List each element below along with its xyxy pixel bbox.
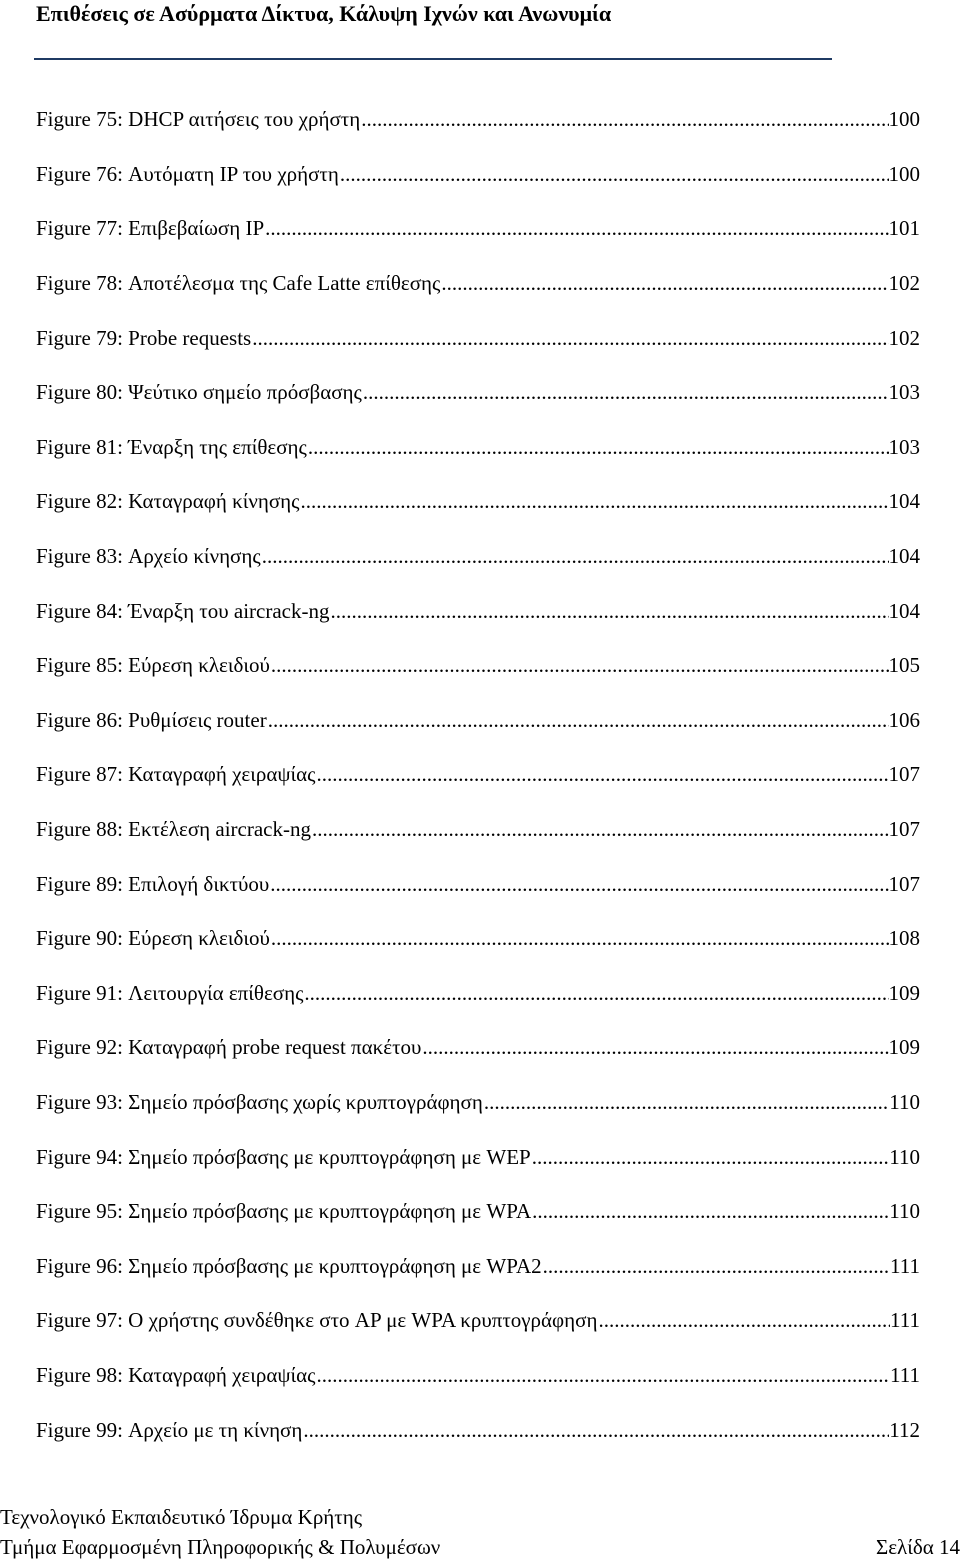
toc-entry-title: Figure 87: Καταγραφή χειραψίας	[36, 762, 316, 787]
toc-entry-title: Figure 78: Αποτέλεσμα της Cafe Latte επίθεσης	[36, 271, 441, 296]
toc-entry-title: Figure 77: Επιβεβαίωση IP	[36, 216, 265, 241]
toc-entry-title: Figure 90: Εύρεση κλειδιού	[36, 926, 270, 951]
toc-dot-leader	[271, 653, 889, 677]
toc-entry-page: 104	[888, 489, 920, 514]
table-of-figures	[36, 92, 920, 1457]
toc-entry[interactable]	[36, 92, 920, 147]
toc-entry[interactable]	[36, 256, 920, 311]
toc-dot-leader	[598, 1308, 890, 1332]
toc-dot-leader	[308, 435, 889, 459]
toc-entry[interactable]	[36, 583, 920, 638]
toc-dot-leader	[543, 1254, 890, 1278]
toc-dot-leader	[265, 216, 888, 240]
toc-dot-leader	[271, 926, 889, 950]
toc-entry-page: 106	[888, 707, 920, 732]
toc-dot-leader	[270, 872, 888, 896]
toc-entry[interactable]	[36, 693, 920, 748]
toc-entry[interactable]	[36, 365, 920, 420]
toc-entry-title: Figure 86: Ρυθμίσεις router	[36, 707, 267, 732]
toc-dot-leader	[331, 599, 889, 623]
toc-entry-title: Figure 81: Έναρξη της επίθεσης	[36, 434, 307, 459]
toc-entry[interactable]	[36, 747, 920, 802]
toc-entry-title: Figure 97: Ο χρήστης συνδέθηκε στο AP με WPA κρυπτογράφηση	[36, 1308, 598, 1333]
toc-dot-leader	[300, 489, 888, 513]
toc-entry[interactable]	[36, 966, 920, 1021]
toc-dot-leader	[317, 762, 889, 786]
footer-page-number: Σελίδα 14	[875, 1535, 960, 1559]
toc-entry-page: 110	[889, 1144, 920, 1169]
toc-entry-page: 104	[888, 544, 920, 569]
toc-entry[interactable]	[36, 529, 920, 584]
toc-entry[interactable]	[36, 1293, 920, 1348]
toc-entry[interactable]	[36, 638, 920, 693]
toc-entry[interactable]	[36, 474, 920, 529]
toc-entry[interactable]	[36, 802, 920, 857]
toc-entry-page: 101	[888, 216, 920, 241]
toc-entry-title: Figure 75: DHCP αιτήσεις του χρήστη	[36, 107, 361, 132]
toc-entry-page: 107	[888, 871, 920, 896]
toc-entry-page: 103	[888, 380, 920, 405]
toc-entry-page: 111	[890, 1362, 920, 1387]
toc-entry-title: Figure 93: Σημείο πρόσβασης χωρίς κρυπτογράφηση	[36, 1089, 483, 1114]
toc-dot-leader	[363, 380, 889, 404]
toc-entry-page: 109	[888, 980, 920, 1005]
toc-dot-leader	[304, 981, 888, 1005]
toc-dot-leader	[340, 162, 889, 186]
toc-dot-leader	[532, 1145, 890, 1169]
toc-entry-title: Figure 88: Εκτέλεση aircrack-ng	[36, 817, 311, 842]
toc-dot-leader	[441, 271, 888, 295]
toc-entry-page: 111	[890, 1308, 920, 1333]
toc-entry-title: Figure 85: Εύρεση κλειδιού	[36, 653, 270, 678]
toc-dot-leader	[532, 1199, 889, 1223]
toc-entry-title: Figure 92: Καταγραφή probe request πακέτου	[36, 1035, 422, 1060]
toc-entry-page: 102	[888, 325, 920, 350]
toc-entry[interactable]	[36, 420, 920, 475]
toc-entry-page: 108	[888, 926, 920, 951]
page-header-title: Επιθέσεις σε Ασύρματα Δίκτυα, Κάλυψη Ιχνών και Ανωνυμία	[36, 1, 612, 26]
toc-entry-page: 111	[890, 1253, 920, 1278]
toc-entry[interactable]	[36, 1129, 920, 1184]
toc-entry[interactable]	[36, 201, 920, 256]
toc-dot-leader	[312, 817, 889, 841]
toc-entry-title: Figure 94: Σημείο πρόσβασης με κρυπτογράφηση με WEP	[36, 1144, 531, 1169]
toc-entry-page: 110	[889, 1199, 920, 1224]
toc-entry[interactable]	[36, 1348, 920, 1403]
toc-dot-leader	[484, 1090, 889, 1114]
toc-entry[interactable]	[36, 147, 920, 202]
toc-entry-title: Figure 84: Έναρξη του aircrack-ng	[36, 598, 330, 623]
toc-entry-page: 107	[888, 762, 920, 787]
toc-entry-title: Figure 98: Καταγραφή χειραψίας	[36, 1362, 316, 1387]
header-divider	[34, 58, 832, 60]
toc-entry[interactable]	[36, 1402, 920, 1457]
toc-entry-page: 103	[888, 434, 920, 459]
toc-entry-page: 109	[888, 1035, 920, 1060]
toc-entry[interactable]	[36, 911, 920, 966]
toc-entry-title: Figure 76: Αυτόματη IP του χρήστη	[36, 161, 339, 186]
toc-entry-title: Figure 79: Probe requests	[36, 325, 252, 350]
toc-entry[interactable]	[36, 310, 920, 365]
toc-entry-title: Figure 80: Ψεύτικο σημείο πρόσβασης	[36, 380, 362, 405]
toc-entry[interactable]	[36, 1238, 920, 1293]
toc-entry-title: Figure 82: Καταγραφή κίνησης	[36, 489, 300, 514]
toc-entry-page: 110	[889, 1089, 920, 1114]
toc-entry-title: Figure 96: Σημείο πρόσβασης με κρυπτογράφηση με WPA2	[36, 1253, 542, 1278]
toc-entry-page: 112	[889, 1417, 920, 1442]
toc-entry-page: 100	[888, 107, 920, 132]
toc-dot-leader	[317, 1363, 891, 1387]
toc-entry-page: 104	[888, 598, 920, 623]
toc-entry-title: Figure 99: Αρχείο με τη κίνηση	[36, 1417, 303, 1442]
footer-department: Τμήμα Εφαρμοσμένη Πληροφορικής & Πολυμέσων	[0, 1535, 441, 1559]
toc-entry[interactable]	[36, 1020, 920, 1075]
toc-dot-leader	[303, 1418, 889, 1442]
toc-dot-leader	[361, 107, 888, 131]
toc-entry-title: Figure 91: Λειτουργία επίθεσης	[36, 980, 304, 1005]
toc-dot-leader	[252, 326, 888, 350]
toc-entry-page: 107	[888, 817, 920, 842]
toc-entry-page: 100	[888, 161, 920, 186]
toc-entry-title: Figure 95: Σημείο πρόσβασης με κρυπτογράφηση με WPA	[36, 1199, 532, 1224]
footer-institution: Τεχνολογικό Εκπαιδευτικό Ίδρυμα Κρήτης	[0, 1505, 363, 1529]
toc-dot-leader	[268, 708, 889, 732]
toc-entry-page: 102	[888, 271, 920, 296]
toc-entry[interactable]	[36, 1184, 920, 1239]
footer-bar	[0, 1535, 960, 1559]
toc-entry[interactable]	[36, 856, 920, 911]
toc-entry-title: Figure 89: Επιλογή δικτύου	[36, 871, 270, 896]
toc-dot-leader	[422, 1035, 888, 1059]
toc-entry[interactable]	[36, 1075, 920, 1130]
toc-entry-page: 105	[888, 653, 920, 678]
toc-dot-leader	[262, 544, 889, 568]
toc-entry-title: Figure 83: Αρχείο κίνησης	[36, 544, 261, 569]
